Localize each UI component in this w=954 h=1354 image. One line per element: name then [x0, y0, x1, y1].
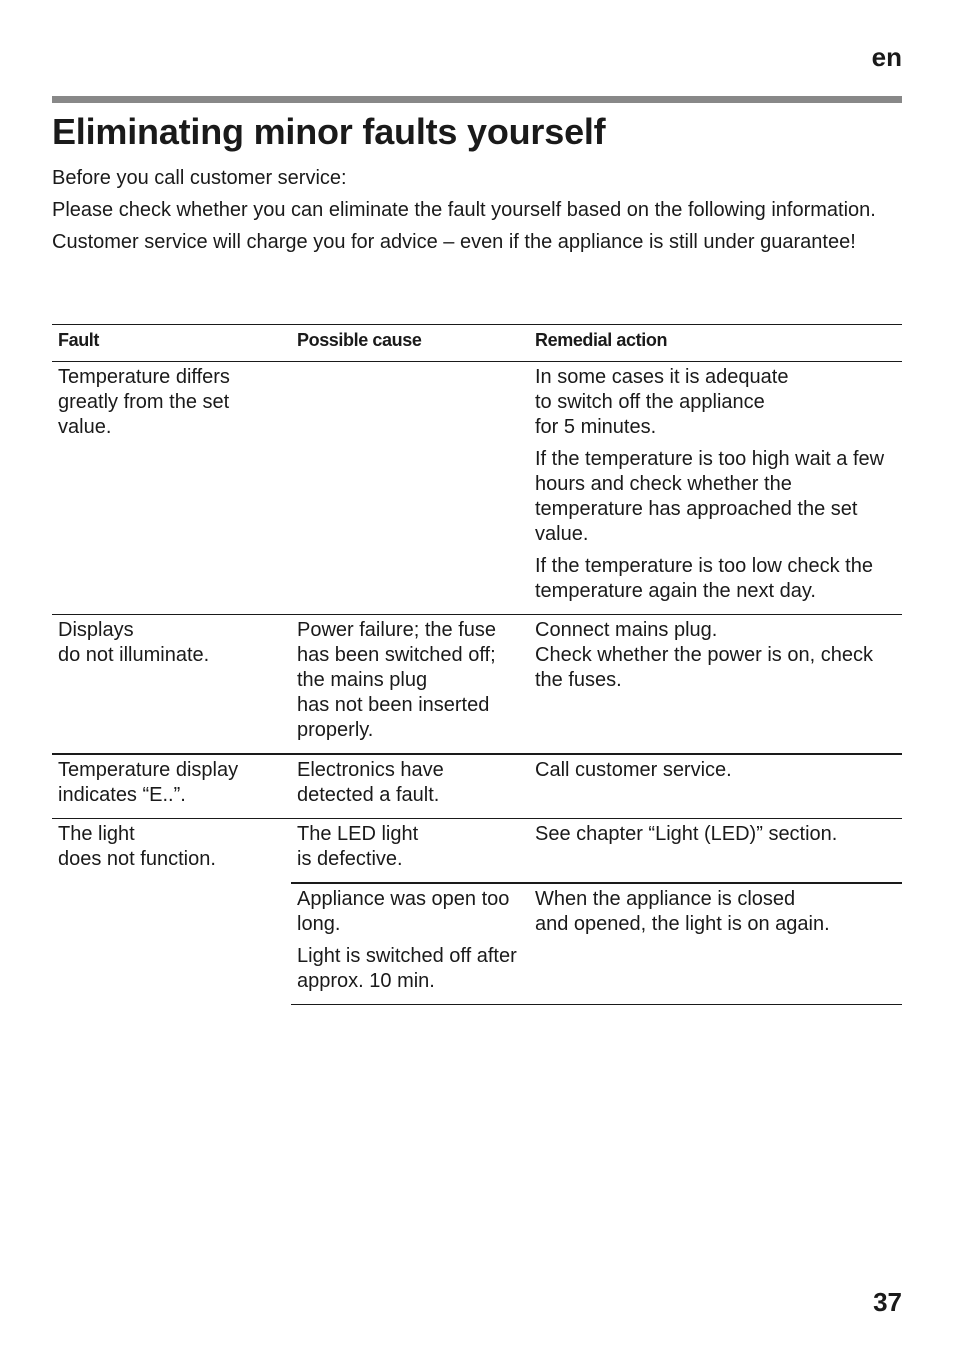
- intro-paragraph: Customer service will charge you for advice – even if the appliance is still under guarantee!: [52, 231, 856, 253]
- intro-text: [52, 166, 892, 262]
- table-row: [52, 754, 902, 819]
- table-row: [52, 819, 902, 884]
- fault-cell: Temperature display indicates “E..”.: [52, 754, 291, 819]
- intro-paragraph: Before you call customer service:: [52, 167, 347, 189]
- action-text: Call customer service.: [535, 759, 732, 781]
- cause-cell: Electronics have detected a fault.: [291, 754, 529, 819]
- fault-cell: Displays do not illuminate.: [52, 615, 291, 755]
- action-text: If the temperature is too low check the temperature again the next day.: [535, 555, 873, 602]
- page-title: Eliminating minor faults yourself: [52, 111, 606, 152]
- action-text: If the temperature is too high wait a few hours and check whether the temperature has approached the set value.: [535, 448, 885, 545]
- cause-cell: The LED light is defective.: [291, 819, 529, 884]
- fault-cell: The light does not function.: [52, 819, 291, 1005]
- header-rule: [52, 96, 902, 103]
- column-header-fault: Fault: [52, 325, 291, 362]
- intro-paragraph: Please check whether you can eliminate the fault yourself based on the following information.: [52, 199, 876, 221]
- action-text: Connect mains plug. Check whether the power is on, check the fuses.: [535, 619, 873, 691]
- table-row: [52, 615, 902, 755]
- action-cell: [529, 883, 902, 1005]
- language-label: en: [871, 42, 902, 72]
- action-cell: [529, 819, 902, 884]
- cause-text: Light is switched off after approx. 10 min.: [297, 945, 517, 992]
- action-cell: [529, 615, 902, 755]
- action-cell: [529, 362, 902, 615]
- cause-text: Appliance was open too long.: [297, 888, 510, 935]
- fault-table: [52, 324, 902, 1005]
- action-cell: [529, 754, 902, 819]
- action-text: See chapter “Light (LED)” section.: [535, 823, 838, 845]
- cause-cell: Power failure; the fuse has been switched off; the mains plug has not been inserted properly.: [291, 615, 529, 755]
- column-header-action: Remedial action: [529, 325, 902, 362]
- cause-cell: [291, 883, 529, 1005]
- column-header-cause: Possible cause: [291, 325, 529, 362]
- fault-cell: Temperature differs greatly from the set value.: [58, 366, 230, 438]
- page-number: 37: [873, 1287, 902, 1317]
- table-row: [52, 362, 902, 615]
- table-header-row: [52, 325, 902, 362]
- action-text: When the appliance is closed and opened, the light is on again.: [535, 888, 830, 935]
- cause-cell: [291, 362, 529, 615]
- action-text: In some cases it is adequate to switch off the appliance for 5 minutes.: [535, 366, 789, 438]
